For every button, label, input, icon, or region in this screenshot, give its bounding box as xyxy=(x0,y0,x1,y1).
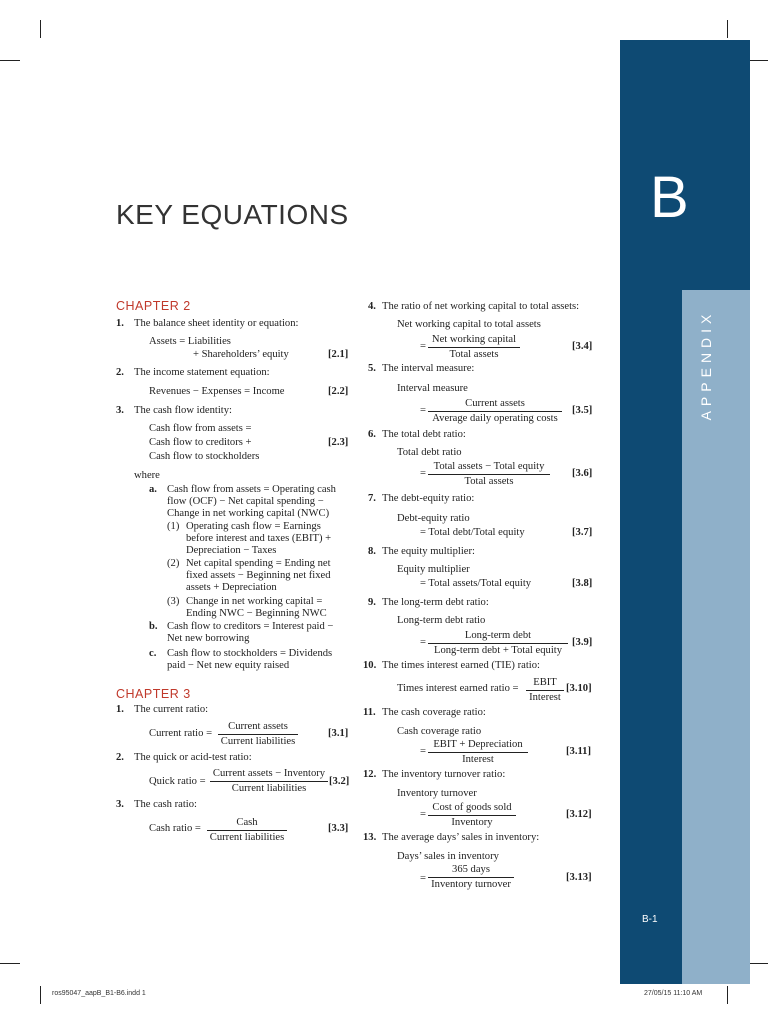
crop-mark xyxy=(0,963,20,964)
fraction: EBIT Interest xyxy=(526,677,564,704)
crop-mark xyxy=(748,60,768,61)
equals-sign: = xyxy=(420,873,426,884)
footer-file: ros95047_aapB_B1-B6.indd 1 xyxy=(52,990,146,997)
equation-number: [3.1] xyxy=(328,728,349,739)
sub-sub-text: Operating cash flow = Earnings xyxy=(186,521,321,532)
equation-line: Cash flow to creditors + xyxy=(149,437,252,448)
fraction: Current assets − Inventory Current liabilities xyxy=(210,768,328,795)
equation-line: = Total assets/Total equity xyxy=(420,578,532,589)
crop-mark xyxy=(40,20,41,38)
equals-sign: = xyxy=(420,746,426,757)
equation-number: [3.5] xyxy=(572,405,593,416)
fraction: 365 days Inventory turnover xyxy=(428,864,514,891)
chapter-2-heading: CHAPTER 2 xyxy=(116,299,191,313)
appendix-band-light xyxy=(682,290,750,984)
equation-lhs: Times interest earned ratio = xyxy=(397,683,519,694)
equals-sign: = xyxy=(420,405,426,416)
sub-item-text: Cash flow from assets = Operating cash xyxy=(167,484,336,495)
equation-line: Assets = Liabilities xyxy=(149,336,231,347)
sub-item-label: c. xyxy=(149,648,157,659)
item-number: 10. xyxy=(363,660,377,671)
sub-item-text: Cash flow to stockholders = Dividends xyxy=(167,648,333,659)
equation-number: [3.6] xyxy=(572,468,593,479)
equals-sign: = xyxy=(420,341,426,352)
sub-item-text: Change in net working capital (NWC) xyxy=(167,508,330,519)
item-title: The inventory turnover ratio: xyxy=(382,769,506,780)
item-title: The balance sheet identity or equation: xyxy=(134,318,299,329)
crop-mark xyxy=(0,60,20,61)
item-number: 12. xyxy=(363,769,377,780)
sub-item-label: b. xyxy=(149,621,158,632)
crop-mark xyxy=(727,20,728,38)
equation-number: [2.3] xyxy=(328,437,349,448)
item-number: 5. xyxy=(368,363,376,374)
equals-sign: = xyxy=(420,809,426,820)
item-number: 2. xyxy=(116,367,124,378)
sub-sub-label: (3) xyxy=(167,596,180,607)
appendix-letter: B xyxy=(650,165,689,230)
equation-number: [3.12] xyxy=(566,809,592,820)
equation-number: [3.11] xyxy=(566,746,592,757)
item-title: The debt-equity ratio: xyxy=(382,493,475,504)
equation-line: = Total debt/Total equity xyxy=(420,527,525,538)
equation-number: [2.1] xyxy=(328,349,349,360)
equation-lhs: Quick ratio = xyxy=(149,776,206,787)
fraction: EBIT + Depreciation Interest xyxy=(428,739,528,766)
appendix-label: APPENDIX xyxy=(697,309,714,421)
equation-label: Net working capital to total assets xyxy=(397,319,541,330)
equation-number: [3.2] xyxy=(329,776,350,787)
sub-item-text: flow (OCF) − Net capital spending − xyxy=(167,496,324,507)
equation-label: Total debt ratio xyxy=(397,447,462,458)
equals-sign: = xyxy=(420,637,426,648)
item-title: The average days’ sales in inventory: xyxy=(382,832,540,843)
sub-sub-text: Depreciation − Taxes xyxy=(186,545,277,556)
item-number: 11. xyxy=(363,707,376,718)
item-number: 2. xyxy=(116,752,124,763)
sub-sub-text: Ending NWC − Beginning NWC xyxy=(186,608,327,619)
equation-label: Inventory turnover xyxy=(397,788,477,799)
equation-number: [3.13] xyxy=(566,872,592,883)
item-number: 1. xyxy=(116,704,124,715)
sub-item-text: paid − Net new equity raised xyxy=(167,660,290,671)
equation-label: Debt-equity ratio xyxy=(397,513,470,524)
sub-item-text: Cash flow to creditors = Interest paid − xyxy=(167,621,334,632)
equation-number: [3.3] xyxy=(328,823,349,834)
equation-number: [3.8] xyxy=(572,578,593,589)
item-number: 9. xyxy=(368,597,376,608)
item-number: 3. xyxy=(116,799,124,810)
item-title: The cash flow identity: xyxy=(134,405,232,416)
sub-item-text: Net new borrowing xyxy=(167,633,250,644)
where-text: where xyxy=(134,470,160,481)
fraction: Net working capital Total assets xyxy=(428,334,520,361)
item-number: 8. xyxy=(368,546,376,557)
crop-mark xyxy=(748,963,768,964)
equation-label: Long-term debt ratio xyxy=(397,615,486,626)
item-title: The total debt ratio: xyxy=(382,429,466,440)
item-number: 13. xyxy=(363,832,377,843)
equation-number: [3.9] xyxy=(572,637,593,648)
sub-sub-label: (2) xyxy=(167,558,180,569)
equation-number: [3.4] xyxy=(572,341,593,352)
chapter-3-heading: CHAPTER 3 xyxy=(116,687,191,701)
sub-sub-text: Net capital spending = Ending net xyxy=(186,558,331,569)
item-title: The interval measure: xyxy=(382,363,475,374)
item-title: The quick or acid-test ratio: xyxy=(134,752,252,763)
fraction: Current assets Average daily operating costs xyxy=(428,398,562,425)
item-number: 6. xyxy=(368,429,376,440)
equation-label: Equity multiplier xyxy=(397,564,470,575)
item-number: 1. xyxy=(116,318,124,329)
item-title: The current ratio: xyxy=(134,704,209,715)
item-title: The cash ratio: xyxy=(134,799,197,810)
fraction: Long-term debt Long-term debt + Total equity xyxy=(428,630,568,657)
equation-line: Cash flow from assets = xyxy=(149,423,252,434)
crop-mark xyxy=(40,986,41,1004)
fraction: Current assets Current liabilities xyxy=(218,721,298,748)
page-number: B-1 xyxy=(642,914,658,925)
equation-lhs: Current ratio = xyxy=(149,728,213,739)
page-title: KEY EQUATIONS xyxy=(116,199,349,230)
fraction: Cash Current liabilities xyxy=(207,817,287,844)
equals-sign: = xyxy=(420,468,426,479)
item-title: The cash coverage ratio: xyxy=(382,707,486,718)
equation-line: + Shareholders’ equity xyxy=(193,349,289,360)
sub-sub-text: Change in net working capital = xyxy=(186,596,323,607)
sub-sub-label: (1) xyxy=(167,521,180,532)
sub-item-label: a. xyxy=(149,484,157,495)
equation-line: Revenues − Expenses = Income xyxy=(149,386,285,397)
equation-label: Cash coverage ratio xyxy=(397,726,482,737)
item-number: 7. xyxy=(368,493,376,504)
equation-number: [2.2] xyxy=(328,386,349,397)
item-title: The long-term debt ratio: xyxy=(382,597,489,608)
equation-label: Interval measure xyxy=(397,383,468,394)
equation-number: [3.7] xyxy=(572,527,593,538)
equation-lhs: Cash ratio = xyxy=(149,823,201,834)
item-title: The times interest earned (TIE) ratio: xyxy=(382,660,540,671)
item-title: The equity multiplier: xyxy=(382,546,475,557)
equation-label: Days’ sales in inventory xyxy=(397,851,499,862)
item-title: The income statement equation: xyxy=(134,367,270,378)
fraction: Total assets − Total equity Total assets xyxy=(428,461,550,488)
footer-timestamp: 27/05/15 11:10 AM xyxy=(644,990,703,997)
sub-sub-text: fixed assets − Beginning net fixed xyxy=(186,570,331,581)
item-number: 4. xyxy=(368,301,376,312)
equation-number: [3.10] xyxy=(566,683,592,694)
crop-mark xyxy=(727,986,728,1004)
item-number: 3. xyxy=(116,405,124,416)
equation-line: Cash flow to stockholders xyxy=(149,451,260,462)
sub-sub-text: assets + Depreciation xyxy=(186,582,277,593)
item-title: The ratio of net working capital to total assets: xyxy=(382,301,580,312)
sub-sub-text: before interest and taxes (EBIT) + xyxy=(186,533,332,544)
fraction: Cost of goods sold Inventory xyxy=(428,802,516,829)
